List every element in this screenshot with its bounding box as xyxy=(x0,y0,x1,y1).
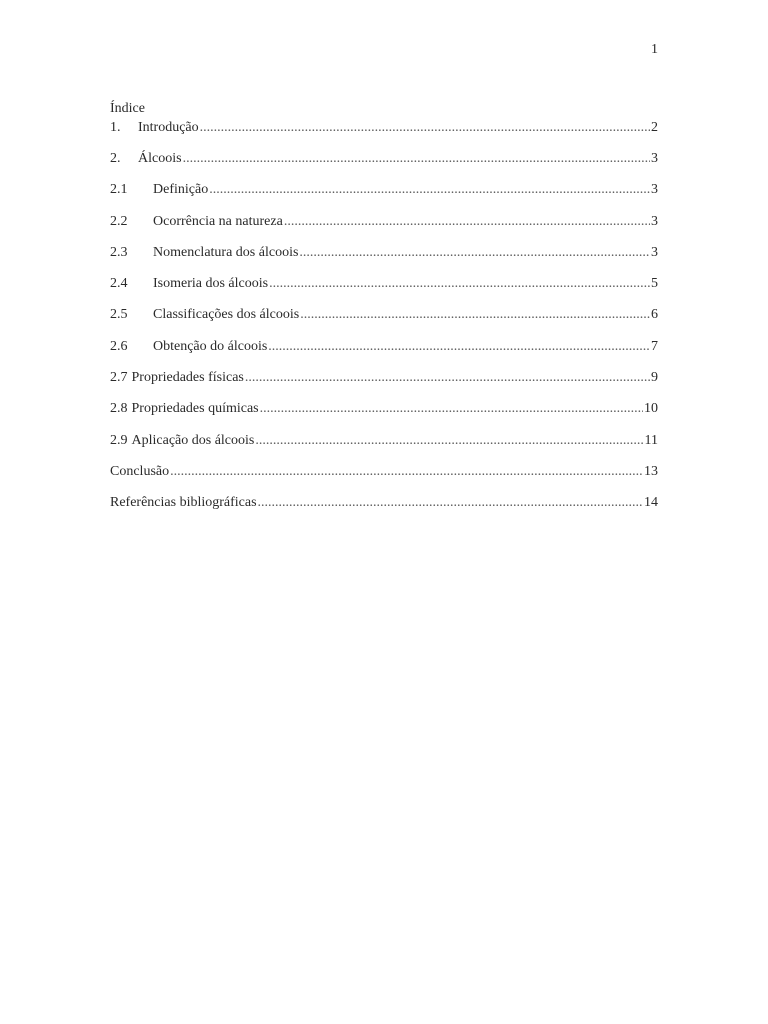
toc-entry[interactable] xyxy=(110,400,658,431)
table-of-contents xyxy=(110,99,658,526)
toc-entry-number: 2.3 xyxy=(110,244,128,260)
toc-entry-page: 10 xyxy=(644,401,658,417)
toc-dot-leader xyxy=(209,181,650,199)
toc-entry-page: 5 xyxy=(651,276,658,292)
toc-dot-leader xyxy=(299,244,650,262)
toc-entry-title: Referências bibliográficas xyxy=(110,495,257,511)
toc-entry-title: Classificações dos álcoois xyxy=(153,307,300,323)
toc-entry-title: Nomenclatura dos álcoois xyxy=(153,244,299,260)
toc-entry[interactable] xyxy=(110,181,658,212)
page-number: 1 xyxy=(651,42,658,57)
toc-entry-page: 13 xyxy=(644,463,658,479)
toc-entry-page: 14 xyxy=(644,495,658,511)
toc-dot-leader xyxy=(258,494,643,512)
toc-entry-page: 9 xyxy=(651,370,658,386)
toc-entry-page: 6 xyxy=(651,307,658,323)
toc-dot-leader xyxy=(268,338,650,356)
toc-dot-leader xyxy=(183,150,650,168)
toc-entry[interactable] xyxy=(110,244,658,275)
toc-entry[interactable] xyxy=(110,494,658,525)
toc-entry[interactable] xyxy=(110,338,658,369)
toc-dot-leader xyxy=(269,275,650,293)
toc-entry-number: 2. xyxy=(110,151,121,166)
toc-dot-leader xyxy=(245,369,650,387)
toc-entry[interactable] xyxy=(110,306,658,337)
toc-entry-page: 2 xyxy=(651,120,658,135)
toc-list xyxy=(110,119,658,526)
toc-entry-number: 2.6 xyxy=(110,338,128,354)
toc-entry-number: 2.4 xyxy=(110,276,128,292)
toc-entry-page: 3 xyxy=(651,213,658,229)
toc-entry[interactable] xyxy=(110,463,658,494)
toc-entry[interactable] xyxy=(110,369,658,400)
toc-entry-title: Conclusão xyxy=(110,463,170,479)
toc-entry-number: 2.9 xyxy=(110,432,128,448)
toc-entry-title: Álcoois xyxy=(138,151,182,166)
toc-entry-title: Introdução xyxy=(138,120,199,135)
toc-dot-leader xyxy=(200,119,650,137)
toc-entry-title: Aplicação dos álcoois xyxy=(131,432,255,448)
toc-entry[interactable] xyxy=(110,119,658,150)
toc-entry-page: 3 xyxy=(651,182,658,198)
toc-entry-page: 3 xyxy=(651,151,658,166)
toc-dot-leader xyxy=(260,400,643,418)
toc-entry-title: Propriedades físicas xyxy=(131,370,244,386)
toc-entry-number: 2.5 xyxy=(110,307,128,323)
toc-entry[interactable] xyxy=(110,150,658,181)
toc-entry-title: Isomeria dos álcoois xyxy=(153,276,269,292)
toc-entry-number: 2.2 xyxy=(110,213,128,229)
toc-entry[interactable] xyxy=(110,275,658,306)
toc-entry[interactable] xyxy=(110,432,658,463)
toc-entry[interactable] xyxy=(110,213,658,244)
toc-dot-leader xyxy=(284,213,650,231)
toc-entry-title: Ocorrência na natureza xyxy=(153,213,283,229)
toc-entry-number: 2.1 xyxy=(110,182,128,198)
toc-dot-leader xyxy=(300,306,650,324)
toc-entry-page: 7 xyxy=(651,338,658,354)
toc-heading: Índice xyxy=(110,101,145,116)
toc-entry-title: Obtenção do álcoois xyxy=(153,338,268,354)
toc-entry-number: 2.8 xyxy=(110,401,128,417)
toc-entry-page: 11 xyxy=(644,432,658,448)
toc-entry-page: 3 xyxy=(651,244,658,260)
toc-dot-leader xyxy=(170,463,643,481)
toc-entry-title: Propriedades químicas xyxy=(131,401,259,417)
toc-entry-number: 2.7 xyxy=(110,370,128,386)
toc-entry-title: Definição xyxy=(153,182,209,198)
toc-dot-leader xyxy=(255,432,643,450)
toc-entry-number: 1. xyxy=(110,120,121,135)
